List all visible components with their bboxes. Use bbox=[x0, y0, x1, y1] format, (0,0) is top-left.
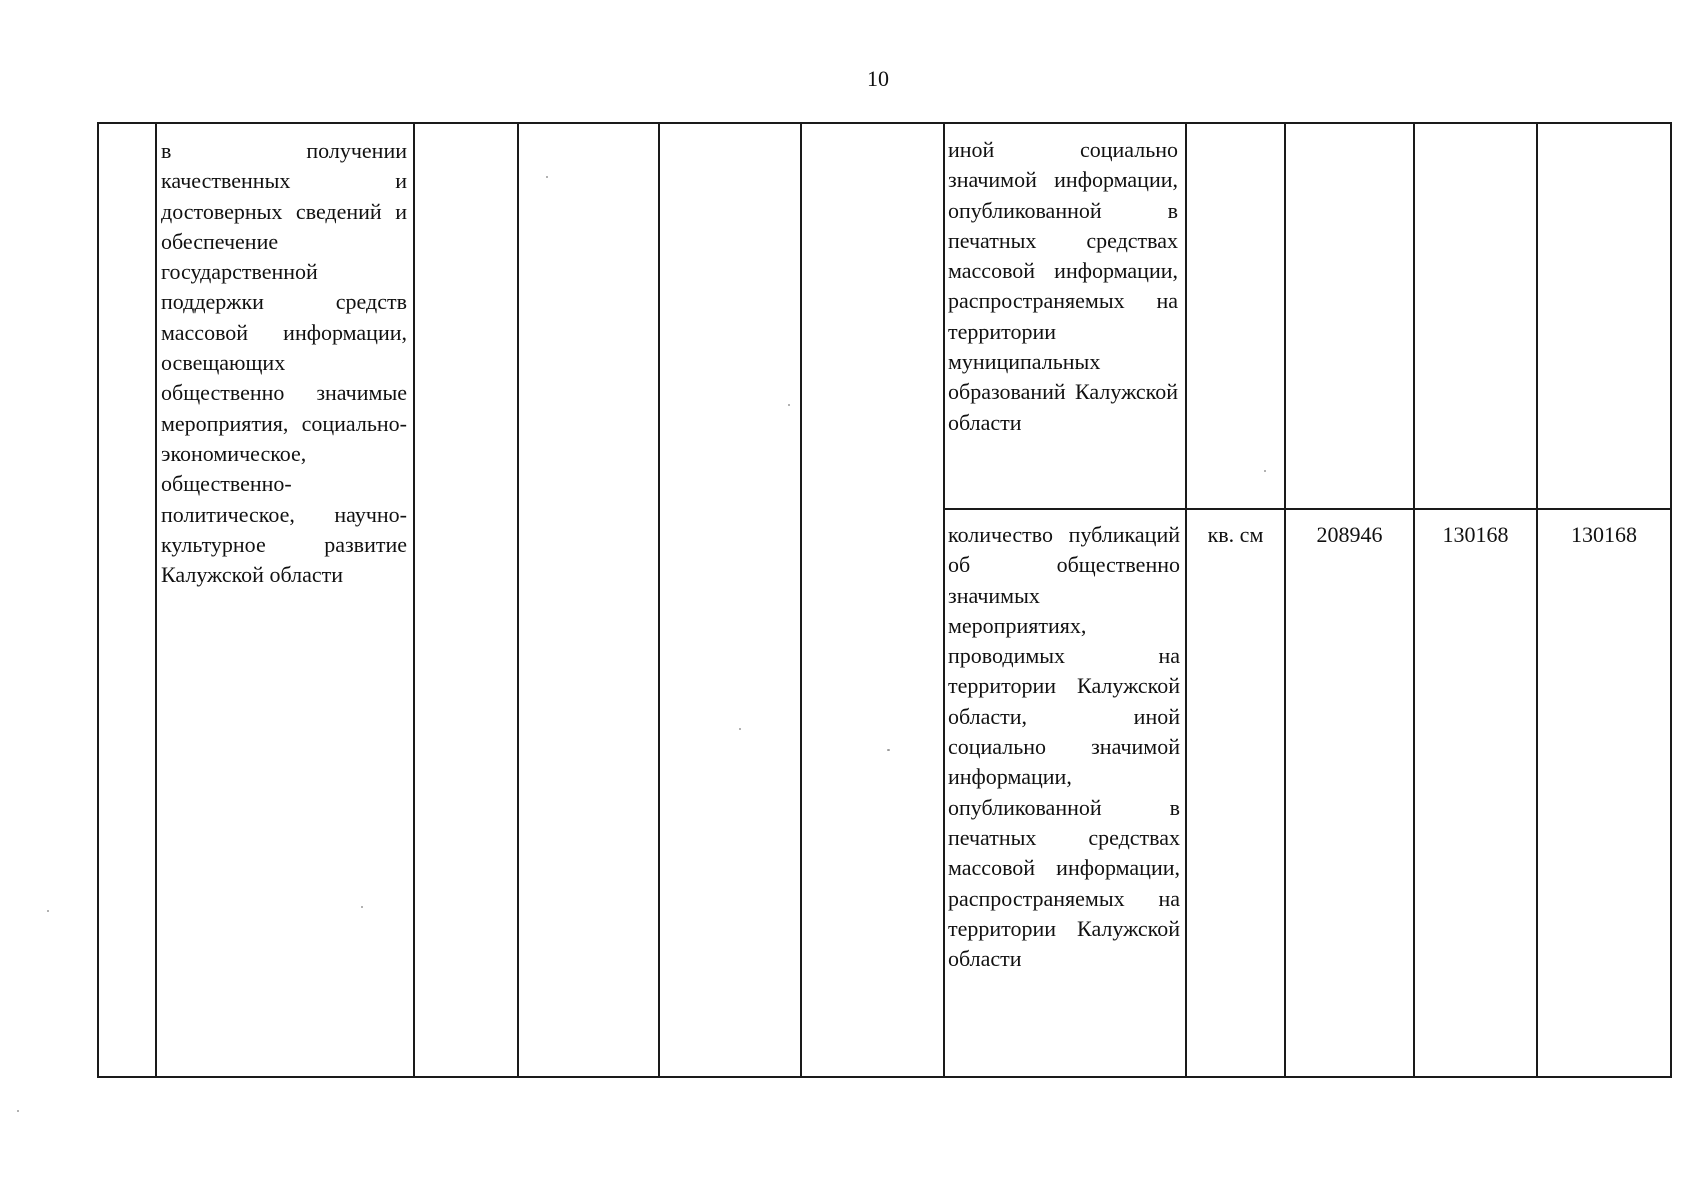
column-divider-3 bbox=[517, 122, 519, 1078]
scan-speck bbox=[546, 176, 548, 178]
column-divider-8 bbox=[1284, 122, 1286, 1078]
indicator-row-divider bbox=[945, 508, 1672, 510]
indicator-2-value-1: 208946 bbox=[1316, 522, 1383, 547]
column-divider-10 bbox=[1536, 122, 1538, 1078]
table-left-border bbox=[97, 122, 99, 1078]
scan-speck bbox=[361, 906, 363, 908]
indicator-2-value-3: 130168 bbox=[1571, 522, 1637, 547]
scan-speck bbox=[17, 1110, 19, 1112]
scan-speck bbox=[1264, 470, 1266, 472]
column-divider-2 bbox=[413, 122, 415, 1078]
indicator-1-text: иной социально значимой информации, опубликованной в печатных средствах массовой информации, распространяемых на территории муниципальных образований Калужской области bbox=[948, 137, 1178, 435]
indicator-2-unit: кв. см bbox=[1207, 522, 1264, 547]
scan-speck bbox=[887, 749, 890, 751]
column-divider-6 bbox=[943, 122, 945, 1078]
scan-speck bbox=[47, 910, 49, 912]
column-divider-7 bbox=[1185, 122, 1187, 1078]
column-divider-1 bbox=[155, 122, 157, 1078]
goal-description-cell: в получении качественных и достоверных сведений и обеспечение государственной поддержки средств массовой информации, освещающих общественно значимые мероприятия, социально-экономическое, общественно-политическое, научно-культурное развитие Калужской области bbox=[161, 138, 407, 588]
indicator-2-text: количество публикаций об общественно значимых мероприятиях, проводимых на территории Калужской области, иной социально значимой информации, опубликованной в печатных средствах массовой информации, распространяемых на территории Калужской области bbox=[948, 522, 1180, 972]
scan-speck bbox=[788, 404, 790, 406]
column-divider-4 bbox=[658, 122, 660, 1078]
table-right-border bbox=[1670, 122, 1672, 1078]
column-divider-9 bbox=[1413, 122, 1415, 1078]
page-number: 10 bbox=[867, 66, 889, 91]
indicator-2-value-2: 130168 bbox=[1442, 522, 1509, 547]
table-bottom-border bbox=[97, 1076, 1672, 1078]
table-top-border bbox=[97, 122, 1672, 124]
scan-speck bbox=[739, 728, 741, 730]
column-divider-5 bbox=[800, 122, 802, 1078]
